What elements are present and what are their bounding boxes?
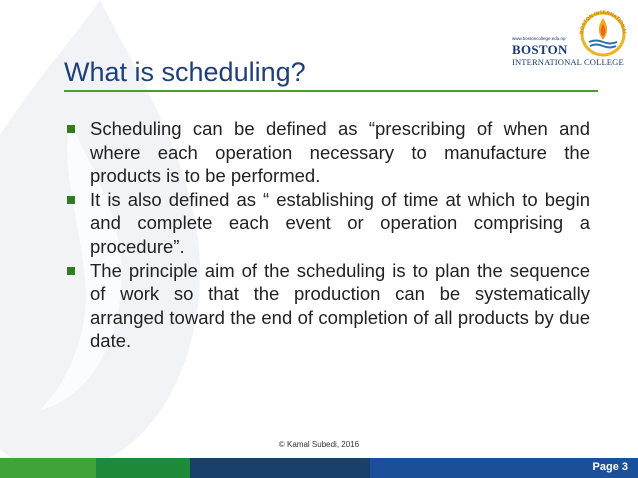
bullet-item: [66, 188, 590, 259]
college-name-subtitle: INTERNATIONAL COLLEGE: [512, 57, 624, 67]
college-website: www.bostoncollege.edu.np: [512, 36, 566, 41]
title-underline: [64, 90, 598, 92]
bullet-list: [66, 117, 590, 353]
slide-title: What is scheduling?: [64, 57, 306, 87]
page-number: Page 3: [592, 461, 628, 473]
bullet-item: [66, 259, 590, 353]
square-bullet-icon: [67, 125, 75, 133]
copyright-footer: © Kamal Subedi, 2016: [278, 440, 360, 449]
square-bullet-icon: [67, 267, 75, 275]
college-name: BOSTON: [512, 42, 568, 57]
college-seal-icon: [575, 6, 631, 58]
footer-segment-green: [96, 458, 190, 478]
square-bullet-icon: [67, 196, 75, 204]
bullet-text: It is also defined as “ establishing of time at which to begin and complete each event or operation comprising a procedure”.: [90, 188, 590, 257]
boston-international-college-logo: [505, 6, 633, 68]
footer-segment-navy: [190, 458, 370, 478]
bullet-text: The principle aim of the scheduling is to plan the sequence of work so that the production can be systematically arranged toward the end of completion of all products by due date.: [90, 259, 590, 352]
footer-segment-light-green: [0, 458, 96, 478]
footer-color-bar: [0, 458, 638, 478]
seal-text: BOSTON INTERNATIONAL: [578, 9, 628, 35]
bullet-text: Scheduling can be defined as “prescribing of when and where each operation necessary to manufacture the products is to be performed.: [90, 118, 590, 187]
bullet-item: [66, 117, 590, 188]
